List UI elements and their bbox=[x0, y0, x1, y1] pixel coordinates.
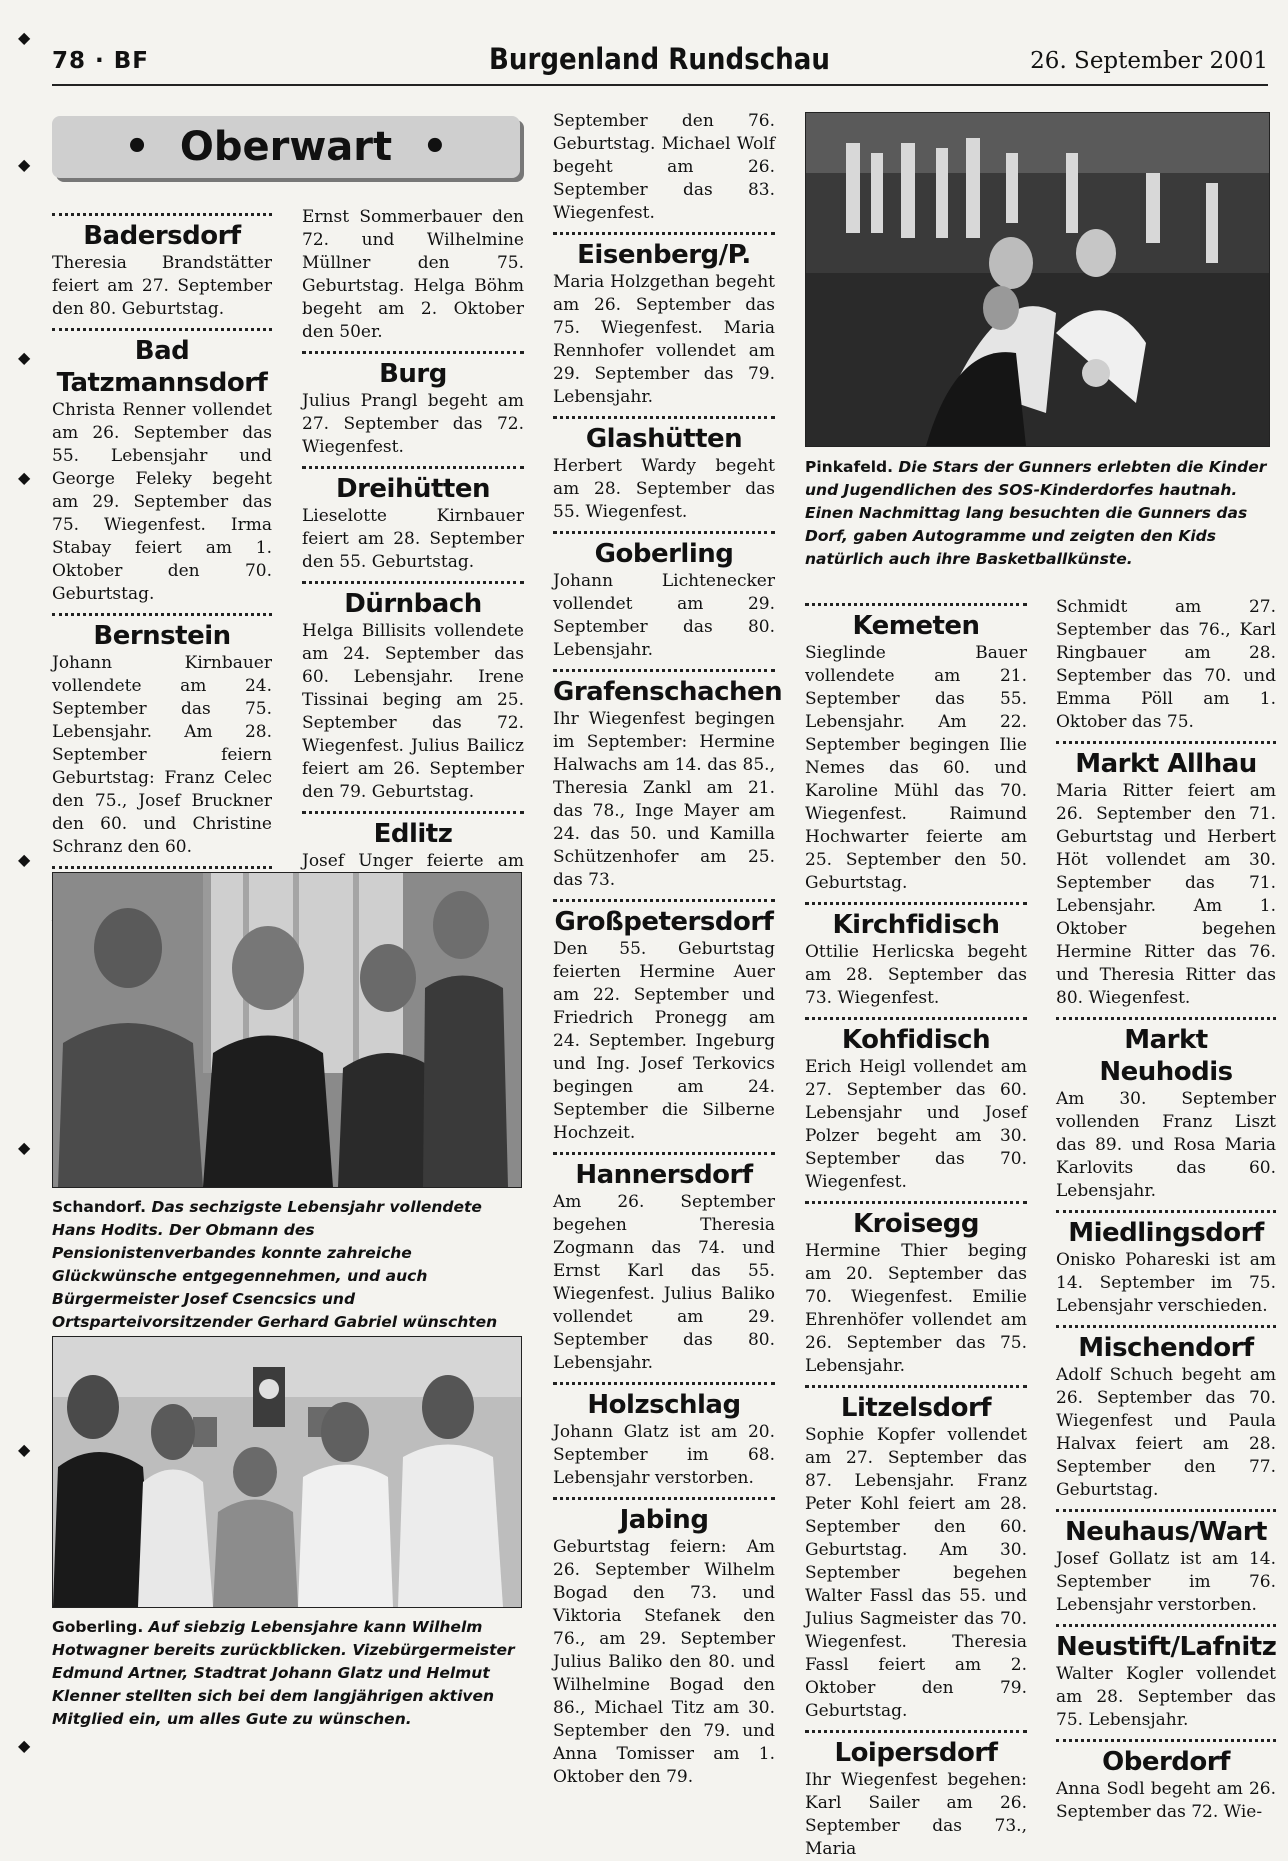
dotted-divider bbox=[553, 899, 775, 902]
punch-mark-icon: ◆ bbox=[18, 1138, 31, 1157]
entry-text: Ihr Wiegenfest begehen: Karl Sailer am 26. September das 73., Maria bbox=[805, 1770, 1027, 1859]
photo-goberling bbox=[52, 1336, 522, 1608]
entry-text: Walter Kogler vollendet am 28. September das 75. Lebensjahr. bbox=[1056, 1664, 1276, 1730]
section-banner bbox=[52, 116, 520, 178]
dotted-divider bbox=[302, 466, 524, 469]
place-heading: Hannersdorf bbox=[575, 1160, 753, 1190]
column-4 bbox=[805, 596, 1027, 1861]
entry-text: Josef Gollatz ist am 14. September im 76. Lebensjahr verstorben. bbox=[1056, 1549, 1276, 1615]
punch-mark-icon: ◆ bbox=[18, 1736, 31, 1755]
entry-text: Adolf Schuch begeht am 26. September das 70. Wiegenfest und Paula Halvax feiert am 28. September den 77. Geburtstag. bbox=[1056, 1365, 1276, 1500]
caption-lead: Pinkafeld. bbox=[805, 458, 894, 476]
dotted-divider bbox=[553, 1382, 775, 1385]
place-heading: Großpetersdorf bbox=[554, 907, 774, 937]
column-3 bbox=[553, 110, 783, 1789]
page-number: 78 · BF bbox=[52, 48, 150, 74]
place-heading: Oberdorf bbox=[1102, 1747, 1230, 1777]
birthday-entry bbox=[553, 899, 775, 1145]
entry-text: Maria Ritter feiert am 26. September den 71. Geburtstag und Herbert Höt vollendet am 30. September das 71. Lebensjahr. Am 1. Oktober begehen Hermine Ritter das 76. und Theresia Ritter das 80. Wiegenfest. bbox=[1056, 781, 1276, 1008]
column-2 bbox=[302, 206, 524, 896]
birthday-entry bbox=[1056, 1509, 1276, 1617]
place-heading: Dreihütten bbox=[336, 474, 490, 504]
page-header bbox=[52, 40, 1268, 84]
newspaper-title: Burgenland Rundschau bbox=[489, 42, 830, 76]
birthday-entry bbox=[1056, 1210, 1276, 1318]
birthday-entry bbox=[52, 613, 272, 859]
punch-mark-icon: ◆ bbox=[18, 155, 31, 174]
birthday-entry bbox=[805, 1017, 1027, 1194]
dotted-divider bbox=[52, 866, 272, 869]
dotted-divider bbox=[553, 416, 775, 419]
entry-text: Theresia Brandstätter feiert am 27. September den 80. Geburtstag. bbox=[52, 253, 272, 319]
entry-text: Sophie Kopfer vollendet am 27. September das 87. Lebensjahr. Franz Peter Kohl feiert am 28. September den 60. Geburtstag. Am 30. September begehen Walter Fassl das 55. und Julius Sagmeister das 70. Wiegenfest. Theresia Fassl feiert am 2. Oktober den 79. Geburtstag. bbox=[805, 1425, 1027, 1721]
dotted-divider bbox=[805, 1201, 1027, 1204]
dotted-divider bbox=[805, 1385, 1027, 1388]
caption-pinkafeld bbox=[805, 456, 1271, 571]
entry-text: Den 55. Geburtstag feierten Hermine Auer am 22. September und Friedrich Pronegg am 24. September. Ingeburg und Ing. Josef Terkovics begingen am 24. September die Silberne Hochzeit. bbox=[553, 939, 775, 1143]
entry-text: Johann Glatz ist am 20. September im 68. Lebensjahr verstorben. bbox=[553, 1422, 775, 1488]
birthday-entry bbox=[553, 531, 775, 662]
dotted-divider bbox=[302, 811, 524, 814]
header-rule bbox=[52, 84, 1268, 86]
dotted-divider bbox=[302, 351, 524, 354]
dotted-divider bbox=[553, 232, 775, 235]
photo-schandorf bbox=[52, 872, 522, 1188]
place-heading: Holzschlag bbox=[587, 1390, 741, 1420]
caption-text: Die Stars der Gunners erlebten die Kinder und Jugendlichen des SOS-Kinderdorfes hautnah. Einen Nachmittag lang besuchten die Gunners das Dorf, gaben Autogramme und zeigten den Kids natürlich auch ihre Basketballkünste. bbox=[805, 458, 1267, 568]
birthday-entry bbox=[553, 1497, 775, 1789]
entry-text: Johann Lichtenecker vollendet am 29. September das 80. Lebensjahr. bbox=[553, 571, 775, 660]
birthday-entry bbox=[302, 581, 524, 804]
place-heading: Bernstein bbox=[93, 621, 231, 651]
birthday-entry bbox=[805, 1730, 1027, 1861]
birthday-entry bbox=[553, 1152, 775, 1375]
birthday-entry bbox=[553, 669, 783, 892]
dotted-divider bbox=[805, 902, 1027, 905]
place-heading: Bad Tatzmannsdorf bbox=[56, 336, 268, 398]
dotted-divider bbox=[1056, 741, 1276, 744]
dotted-divider bbox=[1056, 1210, 1276, 1213]
dotted-divider bbox=[52, 213, 272, 216]
caption-schandorf bbox=[52, 1196, 520, 1357]
place-heading: Kroisegg bbox=[852, 1209, 980, 1239]
dotted-divider bbox=[805, 1730, 1027, 1733]
punch-mark-icon: ◆ bbox=[18, 1440, 31, 1459]
dotted-divider bbox=[1056, 1739, 1276, 1742]
dotted-divider bbox=[553, 669, 775, 672]
banner-title: Oberwart bbox=[179, 124, 393, 170]
birthday-entry bbox=[302, 351, 524, 459]
punch-mark-icon: ◆ bbox=[18, 28, 31, 47]
dotted-divider bbox=[52, 613, 272, 616]
banner-bullet-left: • bbox=[124, 124, 150, 170]
place-heading: Kemeten bbox=[852, 611, 980, 641]
entry-text: Onisko Pohareski ist am 14. September im 75. Lebensjahr verschieden. bbox=[1056, 1250, 1276, 1316]
caption-text: Das sechzigste Lebensjahr vollendete Hans Hodits. Der Obmann des Pensionistenverbandes konnte zahreiche Glückwünsche entgegennehmen, und auch Bürgermeister Josef Csencsics und Ortsparteivorsitzender Gerhard Gabriel wünschten bbox=[52, 1198, 498, 1331]
dotted-divider bbox=[805, 1017, 1027, 1020]
place-heading: Grafenschachen bbox=[553, 677, 783, 707]
place-heading: Markt Neuhodis bbox=[1099, 1025, 1233, 1087]
place-heading: Eisenberg/P. bbox=[577, 240, 751, 270]
place-heading: Litzelsdorf bbox=[840, 1393, 992, 1423]
caption-goberling bbox=[52, 1616, 520, 1731]
dotted-divider bbox=[553, 1497, 775, 1500]
place-heading: Miedlingsdorf bbox=[1068, 1218, 1264, 1248]
dotted-divider bbox=[52, 328, 272, 331]
dotted-divider bbox=[302, 581, 524, 584]
punch-mark-icon: ◆ bbox=[18, 468, 31, 487]
entry-text: Josef Unger feierte am bbox=[302, 851, 524, 871]
caption-lead: Goberling. bbox=[52, 1618, 144, 1636]
entry-text: Am 26. September begehen Theresia Zogmann das 74. und Ernst Karl das 55. Wiegenfest. Julius Baliko vollendet am 29. September das 80. Lebensjahr. bbox=[553, 1192, 775, 1373]
dotted-divider bbox=[553, 531, 775, 534]
dotted-divider bbox=[1056, 1624, 1276, 1627]
birthday-entry bbox=[1056, 1624, 1276, 1732]
place-heading: Markt Allhau bbox=[1075, 749, 1257, 779]
entry-text: Ernst Sommerbauer den 72. und Wilhelmine Müllner den 75. Geburtstag. Helga Böhm begeht am 2. Oktober den 50er. bbox=[302, 207, 524, 342]
birthday-entry bbox=[553, 416, 775, 524]
place-heading: Badersdorf bbox=[83, 221, 241, 251]
place-heading: Dürnbach bbox=[344, 589, 482, 619]
place-heading: Jabing bbox=[619, 1505, 709, 1535]
place-heading: Kirchfidisch bbox=[832, 910, 1000, 940]
birthday-entry bbox=[805, 1385, 1027, 1723]
dotted-divider bbox=[1056, 1325, 1276, 1328]
birthday-entry bbox=[302, 206, 524, 344]
entry-text: Sieglinde Bauer vollendete am 21. September das 55. Lebensjahr. Am 22. September begingen Ilie Nemes das 60. und Karoline Mühl das 70. Wiegenfest. Raimund Hochwarter feierte am 25. September den 50. Geburtstag. bbox=[805, 643, 1027, 893]
place-heading: Burg bbox=[379, 359, 447, 389]
entry-text: Geburtstag feiern: Am 26. September Wilhelm Bogad den 73. und Viktoria Stefanek den 76., am 29. September Julius Baliko den 80. und Wilhelmine Bogad den 86., Michael Titz am 30. September den 79. und Anna Tomisser am 1. Oktober den 79. bbox=[553, 1537, 775, 1787]
entry-text: Julius Prangl begeht am 27. September das 72. Wiegenfest. bbox=[302, 391, 524, 457]
dotted-divider bbox=[1056, 1509, 1276, 1512]
entry-text: Helga Billisits vollendete am 24. September das 60. Lebensjahr. Irene Tissinai beging am 25. September das 72. Wiegenfest. Julius Bailicz feiert am 26. September den 79. Geburtstag. bbox=[302, 621, 524, 802]
entry-text: Hermine Thier beging am 20. September das 70. Wiegenfest. Emilie Ehrenhöfer vollendet am 26. September das 75. Lebensjahr. bbox=[805, 1241, 1027, 1376]
issue-date: 26. September 2001 bbox=[1030, 48, 1268, 74]
birthday-entry bbox=[1056, 1739, 1276, 1824]
photo-pinkafeld bbox=[805, 112, 1270, 447]
dotted-divider bbox=[553, 1152, 775, 1155]
entry-text: Maria Holzgethan begeht am 26. September das 75. Wiegenfest. Maria Rennhofer vollendet am 29. September das 79. Lebensjahr. bbox=[553, 272, 775, 407]
entry-text: Anna Sodl begeht am 26. September das 72. Wie- bbox=[1056, 1779, 1276, 1822]
place-heading: Edlitz bbox=[373, 819, 453, 849]
entry-text: Johann Kirnbauer vollendete am 24. September das 75. Lebensjahr. Am 28. September feiern Geburtstag: Franz Celec den 75., Josef Bruckner den 60. und Christine Schranz den 60. bbox=[52, 653, 272, 857]
birthday-entry bbox=[553, 232, 775, 409]
birthday-entry bbox=[1056, 596, 1276, 734]
entry-text: Am 30. September vollenden Franz Liszt das 89. und Rosa Maria Karlovits das 60. Lebensjahr. bbox=[1056, 1089, 1276, 1201]
caption-text: Auf siebzig Lebensjahre kann Wilhelm Hotwagner bereits zurückblicken. Vizebürgermeister Edmund Artner, Stadtrat Johann Glatz und Helmut Klenner stellten sich bei dem langjährigen aktiven Mitglied ein, um alles Gute zu wünschen. bbox=[52, 1618, 515, 1728]
birthday-entry bbox=[805, 902, 1027, 1010]
birthday-entry bbox=[1056, 1325, 1276, 1502]
place-heading: Goberling bbox=[594, 539, 734, 569]
birthday-entry bbox=[302, 466, 524, 574]
punch-mark-icon: ◆ bbox=[18, 348, 31, 367]
entry-text: Herbert Wardy begeht am 28. September das 55. Wiegenfest. bbox=[553, 456, 775, 522]
birthday-entry bbox=[553, 110, 775, 225]
entry-text: Ihr Wiegenfest begingen im September: Hermine Halwachs am 14. das 85., Theresia Zankl am 21. das 78., Inge Mayer am 24. das 50. und Kamilla Schützenhofer am 25. das 73. bbox=[553, 709, 775, 890]
place-heading: Neustift/Lafnitz bbox=[1056, 1632, 1277, 1662]
place-heading: Kohfidisch bbox=[841, 1025, 991, 1055]
caption-lead: Schandorf. bbox=[52, 1198, 147, 1216]
dotted-divider bbox=[805, 603, 1027, 606]
place-heading: Loipersdorf bbox=[834, 1738, 998, 1768]
birthday-entry bbox=[1056, 1017, 1276, 1203]
birthday-entry bbox=[52, 213, 272, 321]
place-heading: Mischendorf bbox=[1078, 1333, 1254, 1363]
entry-text: Erich Heigl vollendet am 27. September das 60. Lebensjahr und Josef Polzer begeht am 30. September das 70. Wiegenfest. bbox=[805, 1057, 1027, 1192]
entry-text: Christa Renner vollendet am 26. September das 55. Lebensjahr und George Feleky begeht am 29. September das 75. Wiegenfest. Irma Stabay feiert am 1. Oktober den 70. Geburtstag. bbox=[52, 400, 272, 604]
dotted-divider bbox=[1056, 1017, 1276, 1020]
punch-mark-icon: ◆ bbox=[18, 850, 31, 869]
place-heading: Glashütten bbox=[585, 424, 743, 454]
entry-text: Ottilie Herlicska begeht am 28. September das 73. Wiegenfest. bbox=[805, 942, 1027, 1008]
entry-text: Schmidt am 27. September das 76., Karl Ringbauer am 28. September das 70. und Emma Pöll am 1. Oktober das 75. bbox=[1056, 597, 1276, 732]
birthday-entry bbox=[1056, 741, 1276, 1010]
birthday-entry bbox=[805, 1201, 1027, 1378]
column-5 bbox=[1056, 596, 1276, 1824]
place-heading: Neuhaus/Wart bbox=[1065, 1517, 1267, 1547]
birthday-entry bbox=[805, 603, 1027, 895]
birthday-entry bbox=[52, 328, 272, 606]
banner-bullet-right: • bbox=[422, 124, 448, 170]
birthday-entry bbox=[553, 1382, 775, 1490]
column-1 bbox=[52, 206, 272, 928]
entry-text: September den 76. Geburtstag. Michael Wolf begeht am 26. September das 83. Wiegenfest. bbox=[553, 111, 775, 223]
entry-text: Lieselotte Kirnbauer feiert am 28. September den 55. Geburtstag. bbox=[302, 506, 524, 572]
